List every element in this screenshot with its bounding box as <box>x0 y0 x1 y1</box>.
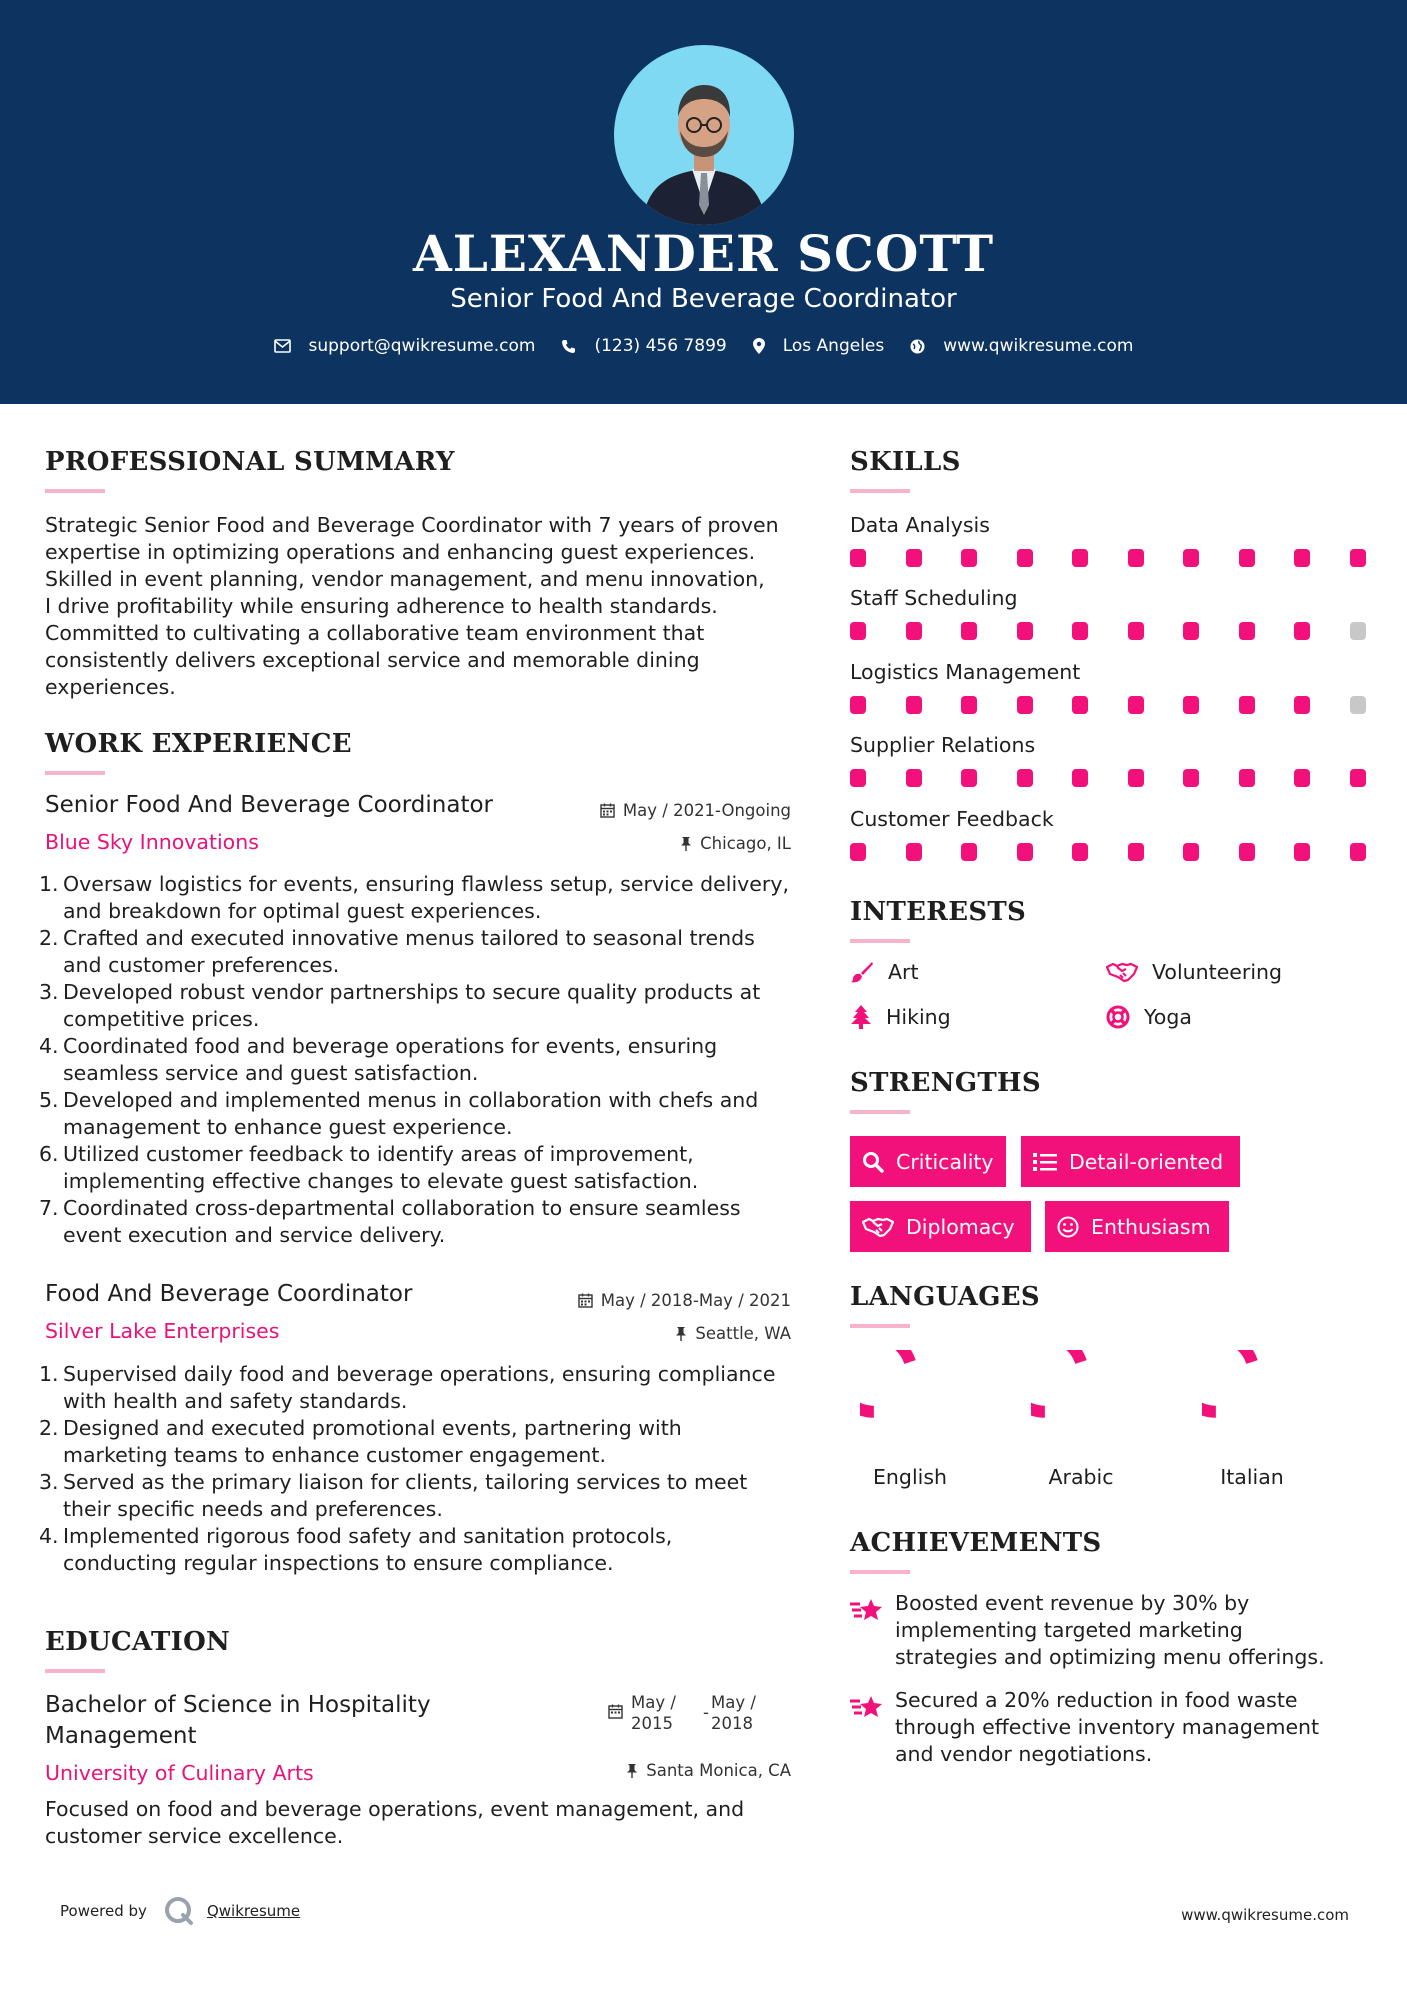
skill-dot-filled <box>1128 696 1144 714</box>
list-item: 7. Coordinated cross-departmental collaboration to ensure seamless event execution and service delivery. <box>39 1196 741 1247</box>
skill-dot-filled <box>1239 843 1255 861</box>
skill-dot-filled <box>1128 622 1144 640</box>
list-item: 6. Utilized customer feedback to identify areas of improvement, implementing effective changes to elevate guest satisfaction. <box>39 1142 699 1193</box>
skill-dot-filled <box>1017 769 1033 787</box>
skill-dot-filled <box>961 696 977 714</box>
language-level-arc <box>860 1350 910 1412</box>
interest-item: Hiking <box>850 1005 951 1029</box>
strength-chip: Detail-oriented <box>1021 1136 1240 1187</box>
calendar-icon <box>578 1293 593 1308</box>
qwikresume-logo-icon <box>163 1895 195 1927</box>
skill-dot-filled <box>906 696 922 714</box>
skill-dot-filled <box>961 843 977 861</box>
skill-dot-filled <box>1183 549 1199 567</box>
list-item: 1. Oversaw logistics for events, ensuring flawless setup, service delivery, and breakdown for optimal guest experiences. <box>39 872 789 923</box>
company-name: Silver Lake Enterprises <box>45 1319 280 1343</box>
phone-icon <box>561 339 576 354</box>
language-ring <box>860 1350 960 1450</box>
skill-dot-filled <box>850 696 866 714</box>
envelope-icon <box>274 339 291 353</box>
degree-title: Bachelor of Science in Hospitality Management <box>45 1692 431 1749</box>
skill-dot-filled <box>906 769 922 787</box>
calendar-icon <box>608 1704 623 1719</box>
skill-dot-filled <box>1294 769 1310 787</box>
skill-rating <box>850 843 1367 861</box>
summary-text: Strategic Senior Food and Beverage Coordinator with 7 years of proven expertise in optimizing operations and enhancing guest experiences. Skilled in event planning, vendor management, and menu innovation, I drive profitability while ensuring adherence to health standards. Committed to cultivating a collaborative team environment that consistently delivers exceptional service and memorable dining experiences. <box>45 513 779 699</box>
list-item: 4. Implemented rigorous food safety and sanitation protocols, conducting regular inspections to ensure compliance. <box>39 1524 673 1575</box>
skill-dot-filled <box>1017 843 1033 861</box>
phone-text: (123) 456 7899 <box>594 336 727 356</box>
contact-email[interactable] <box>274 336 536 356</box>
resume-header <box>0 0 1407 404</box>
handshake-icon <box>1106 961 1138 983</box>
skill-dot-filled <box>1239 696 1255 714</box>
job-dates: May / 2021-Ongoing <box>600 801 791 820</box>
skill-dot-filled <box>1239 622 1255 640</box>
pushpin-icon <box>675 1326 687 1341</box>
skill-dot-empty <box>1350 622 1366 640</box>
languages-heading: LANGUAGES <box>850 1282 1040 1312</box>
skill-rating <box>850 549 1367 567</box>
skill-dot-filled <box>850 622 866 640</box>
interests-heading: INTERESTS <box>850 897 1027 927</box>
language-level-arc <box>1031 1350 1081 1412</box>
pushpin-icon <box>680 836 692 851</box>
footer-website[interactable]: www.qwikresume.com <box>1181 1906 1349 1924</box>
job-location: Seattle, WA <box>675 1324 791 1343</box>
skill-dot-filled <box>1183 696 1199 714</box>
languages-rule <box>850 1324 910 1328</box>
achievement-item: Boosted event revenue by 30% by implementing targeted marketing strategies and optimizing menu offerings. <box>850 1590 1360 1680</box>
contact-phone[interactable] <box>561 336 726 356</box>
education-location: Santa Monica, CA <box>626 1761 791 1780</box>
skill-dot-filled <box>1350 769 1366 787</box>
skills-heading: SKILLS <box>850 447 961 477</box>
skill-dot-filled <box>1128 549 1144 567</box>
profile-photo <box>614 45 794 225</box>
skill-dot-filled <box>906 843 922 861</box>
skill-dot-filled <box>1350 843 1366 861</box>
candidate-name: ALEXANDER SCOTT <box>412 224 995 283</box>
skill-dot-filled <box>1183 622 1199 640</box>
skill-dot-filled <box>961 622 977 640</box>
skill-dot-filled <box>1239 549 1255 567</box>
skill-name: Data Analysis <box>850 513 990 537</box>
job-title: Senior Food And Beverage Coordinator <box>45 792 494 818</box>
qwikresume-link[interactable]: Qwikresume <box>206 1902 301 1920</box>
job-title: Food And Beverage Coordinator <box>45 1281 413 1307</box>
skill-dot-filled <box>961 769 977 787</box>
skill-name: Staff Scheduling <box>850 586 1018 610</box>
skill-dot-filled <box>1183 843 1199 861</box>
footer-powered-by: Powered by Qwikresume <box>60 1895 300 1927</box>
skill-dot-filled <box>1072 769 1088 787</box>
summary-heading: PROFESSIONAL SUMMARY <box>45 447 455 477</box>
strength-chip: Criticality <box>850 1136 1006 1187</box>
skill-dot-filled <box>850 769 866 787</box>
summary-rule <box>45 489 105 493</box>
language-ring <box>1031 1350 1131 1450</box>
list-item: 3. Developed robust vendor partnerships to secure quality products at competitive prices. <box>39 980 761 1031</box>
skill-dot-filled <box>1072 622 1088 640</box>
skill-dot-filled <box>1017 622 1033 640</box>
interest-item: Yoga <box>1106 1005 1192 1029</box>
job-duties <box>39 871 805 1249</box>
strength-chip: Diplomacy <box>850 1201 1031 1252</box>
education-description: Focused on food and beverage operations, event management, and customer service excellence. <box>45 1797 745 1848</box>
skill-dot-filled <box>1183 769 1199 787</box>
skill-dot-filled <box>1294 843 1310 861</box>
skill-dot-filled <box>1017 549 1033 567</box>
pushpin-icon <box>626 1763 638 1778</box>
list-icon <box>1033 1152 1057 1172</box>
website-text: www.qwikresume.com <box>943 336 1134 356</box>
education-dates: May / 2015 - May / 2018 <box>608 1692 756 1734</box>
experience-rule <box>45 771 105 775</box>
job-duties <box>39 1361 805 1577</box>
skill-dot-filled <box>961 549 977 567</box>
skill-dot-filled <box>850 843 866 861</box>
language-ring <box>1202 1350 1302 1450</box>
skill-dot-filled <box>1239 769 1255 787</box>
tree-icon <box>850 1005 872 1029</box>
strengths-heading: STRENGTHS <box>850 1068 1041 1098</box>
school-name: University of Culinary Arts <box>45 1761 314 1785</box>
skill-dot-filled <box>1350 549 1366 567</box>
skill-dot-filled <box>1072 696 1088 714</box>
paintbrush-icon <box>850 961 874 983</box>
language-item: Arabic <box>1026 1350 1136 1489</box>
interest-item: Art <box>850 960 919 984</box>
shooting-star-icon <box>850 1693 884 1721</box>
achievement-item: Secured a 20% reduction in food waste through effective inventory management and vendor negotiations. <box>850 1687 1360 1777</box>
handshake-icon <box>862 1216 894 1238</box>
achievements-rule <box>850 1570 910 1574</box>
contact-location <box>753 336 885 356</box>
skill-dot-filled <box>1128 769 1144 787</box>
skill-dot-filled <box>1017 696 1033 714</box>
language-level-arc <box>1202 1350 1252 1412</box>
company-name: Blue Sky Innovations <box>45 830 259 854</box>
skill-dot-filled <box>1294 549 1310 567</box>
skill-dot-filled <box>850 549 866 567</box>
job-dates: May / 2018-May / 2021 <box>578 1291 791 1310</box>
strength-chip: Enthusiasm <box>1045 1201 1229 1252</box>
search-icon <box>862 1151 884 1173</box>
list-item: 1. Supervised daily food and beverage operations, ensuring compliance with health and safety standards. <box>39 1362 776 1413</box>
list-item: 2. Crafted and executed innovative menus tailored to seasonal trends and customer preferences. <box>39 926 755 977</box>
skill-dot-filled <box>1294 696 1310 714</box>
candidate-title: Senior Food And Beverage Coordinator <box>450 284 957 314</box>
map-pin-icon <box>753 338 765 354</box>
interests-rule <box>850 939 910 943</box>
education-heading: EDUCATION <box>45 1627 231 1657</box>
globe-icon <box>910 339 925 354</box>
calendar-icon <box>600 803 615 818</box>
strengths-rule <box>850 1110 910 1114</box>
skill-rating <box>850 622 1367 640</box>
skill-dot-empty <box>1350 696 1366 714</box>
list-item: 2. Designed and executed promotional events, partnering with marketing teams to enhance customer engagement. <box>39 1416 682 1467</box>
skill-dot-filled <box>906 549 922 567</box>
list-item: 4. Coordinated food and beverage operations for events, ensuring seamless service and guest satisfaction. <box>39 1034 718 1085</box>
list-item: 3. Served as the primary liaison for clients, tailoring services to meet their specific needs and preferences. <box>39 1470 748 1521</box>
skills-rule <box>850 489 910 493</box>
skill-name: Customer Feedback <box>850 807 1054 831</box>
skill-dot-filled <box>906 622 922 640</box>
skill-name: Logistics Management <box>850 660 1081 684</box>
job-location: Chicago, IL <box>680 834 791 853</box>
skill-dot-filled <box>1072 843 1088 861</box>
location-text: Los Angeles <box>782 336 885 356</box>
shooting-star-icon <box>850 1596 884 1624</box>
achievements-heading: ACHIEVEMENTS <box>850 1528 1102 1558</box>
list-item: 5. Developed and implemented menus in collaboration with chefs and management to enhance guest experience. <box>39 1088 759 1139</box>
interest-item: Volunteering <box>1106 960 1282 984</box>
skill-rating <box>850 696 1367 714</box>
contact-website[interactable] <box>910 336 1133 356</box>
skill-dot-filled <box>1294 622 1310 640</box>
skill-dot-filled <box>1072 549 1088 567</box>
language-item: Italian <box>1197 1350 1307 1489</box>
experience-heading: WORK EXPERIENCE <box>45 729 352 759</box>
skill-rating <box>850 769 1367 787</box>
contact-bar <box>0 336 1407 356</box>
skill-name: Supplier Relations <box>850 733 1036 757</box>
language-item: English <box>855 1350 965 1489</box>
lifering-icon <box>1106 1005 1130 1029</box>
smile-icon <box>1057 1216 1079 1238</box>
skill-dot-filled <box>1128 843 1144 861</box>
email-text: support@qwikresume.com <box>308 336 536 356</box>
education-rule <box>45 1669 105 1673</box>
